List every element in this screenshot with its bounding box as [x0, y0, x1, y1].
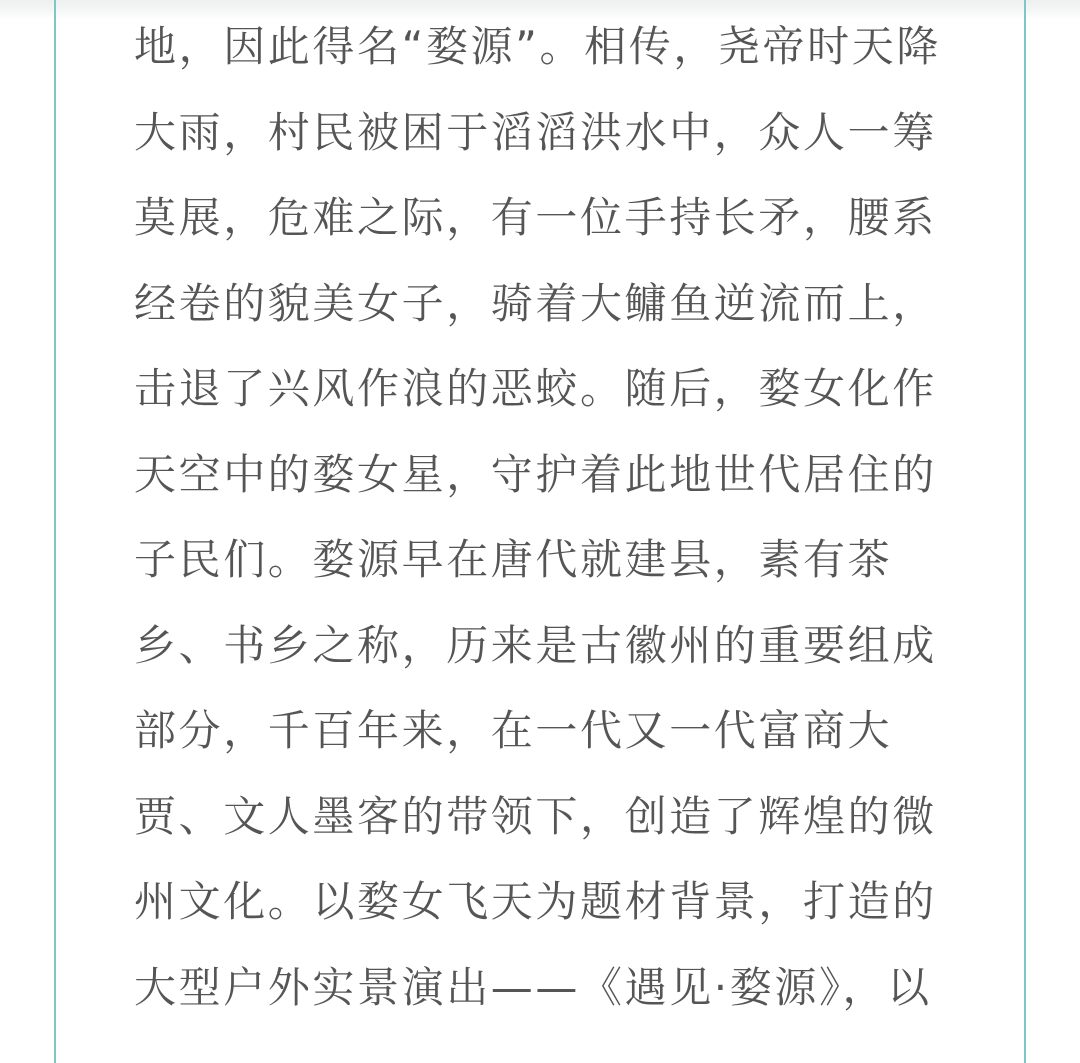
right-border-line [1024, 0, 1026, 1063]
article-line-4: 经卷的貌美女子，骑着大鳙鱼逆流而上， [134, 278, 937, 328]
article-body [134, 4, 994, 1030]
article-line-5: 击退了兴风作浪的恶蛟。随后，婺女化作 [134, 364, 937, 413]
article-line-6: 天空中的婺女星，守护着此地世代居住的 [134, 449, 937, 499]
article-line-8: 乡、书乡之称，历来是古徽州的重要组成 [134, 620, 937, 670]
article-line-1: 地，因此得名“婺源”。相传，尧帝时天降 [134, 22, 941, 71]
article-line-2: 大雨，村民被困于滔滔洪水中，众人一筹 [134, 107, 937, 157]
left-border-line [54, 0, 56, 1063]
article-line-3: 莫展，危难之际，有一位手持长矛，腰系 [134, 193, 937, 242]
article-line-7: 子民们。婺源早在唐代就建县，素有茶 [134, 535, 893, 584]
article-line-9: 部分，千百年来，在一代又一代富商大 [134, 706, 893, 755]
article-line-12: 大型户外实景演出——《遇见·婺源》，以 [134, 962, 932, 1012]
article-line-11: 州文化。以婺女飞天为题材背景，打造的 [134, 877, 937, 926]
article-line-10: 贾、文人墨客的带领下，创造了辉煌的微 [134, 791, 937, 841]
